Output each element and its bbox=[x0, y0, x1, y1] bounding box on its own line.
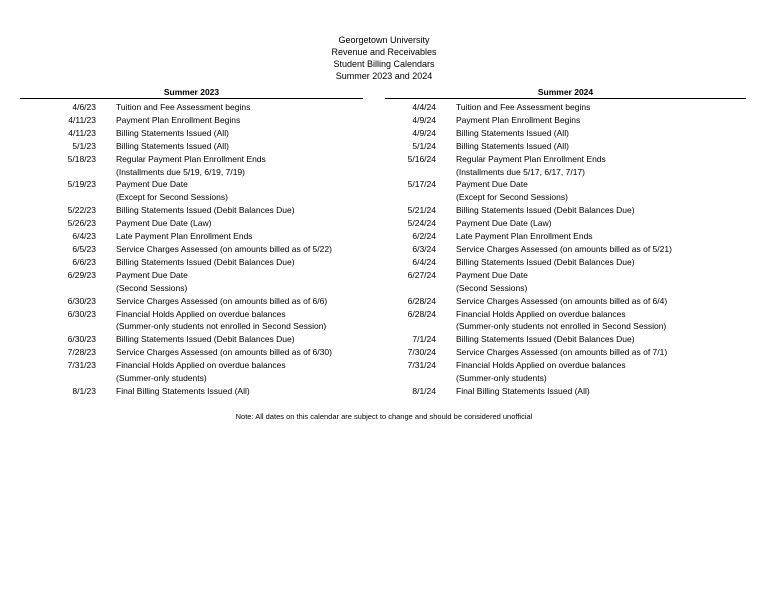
calendar-row bbox=[20, 243, 363, 256]
event-description bbox=[116, 308, 326, 334]
event-description bbox=[456, 101, 590, 114]
calendar-row bbox=[385, 178, 746, 204]
event-description-line: Late Payment Plan Enrollment Ends bbox=[456, 231, 593, 242]
calendar-row bbox=[385, 153, 746, 179]
event-description bbox=[116, 217, 211, 230]
document-header bbox=[0, 34, 768, 82]
event-description-line: Late Payment Plan Enrollment Ends bbox=[116, 231, 253, 242]
event-date: 4/4/24 bbox=[412, 102, 436, 112]
event-date: 6/5/23 bbox=[72, 243, 96, 254]
event-date: 5/22/23 bbox=[67, 205, 96, 216]
event-date: 5/1/24 bbox=[412, 140, 436, 151]
event-description-line: Payment Plan Enrollment Begins bbox=[456, 114, 581, 125]
event-description bbox=[456, 127, 569, 140]
event-description bbox=[456, 256, 635, 269]
event-date: 6/27/24 bbox=[407, 269, 436, 280]
event-description-line: Tuition and Fee Assessment begins bbox=[456, 102, 591, 112]
event-date: 6/30/23 bbox=[67, 334, 96, 345]
event-description-line: Billing Statements Issued (Debit Balances Due) bbox=[456, 205, 635, 216]
event-description-line: Billing Statements Issued (All) bbox=[116, 140, 229, 151]
calendar-row bbox=[20, 256, 363, 269]
event-date: 6/30/23 bbox=[67, 295, 96, 306]
event-description-line: (Installments due 5/19, 6/19, 7/19) bbox=[116, 166, 245, 177]
event-description bbox=[116, 140, 229, 153]
event-date: 4/6/23 bbox=[72, 102, 96, 112]
event-date: 7/1/24 bbox=[412, 334, 436, 345]
event-date: 8/1/23 bbox=[72, 385, 96, 396]
calendar-row bbox=[385, 127, 746, 140]
event-description-line: (Summer-only students not enrolled in Second Session) bbox=[116, 321, 327, 332]
event-description-line: Payment Due Date bbox=[456, 179, 528, 190]
calendar-row bbox=[385, 243, 746, 256]
event-description-line: Billing Statements Issued (Debit Balances Due) bbox=[456, 256, 635, 267]
event-date: 4/9/24 bbox=[412, 114, 436, 125]
event-date: 6/6/23 bbox=[72, 256, 96, 267]
header-title: Student Billing Calendars bbox=[333, 59, 435, 69]
event-description bbox=[116, 178, 228, 204]
event-description-line: (Installments due 5/17, 6/17, 7/17) bbox=[456, 166, 585, 177]
event-description-line: Service Charges Assessed (on amounts billed as of 6/6) bbox=[116, 295, 328, 306]
calendar-row bbox=[20, 140, 363, 153]
calendar-row bbox=[20, 333, 363, 346]
calendar-row bbox=[385, 308, 746, 334]
header-subtitle: Summer 2023 and 2024 bbox=[335, 71, 433, 81]
event-description bbox=[456, 204, 635, 217]
event-description-line: Service Charges Assessed (on amounts billed as of 6/30) bbox=[116, 347, 332, 358]
event-description bbox=[456, 178, 568, 204]
event-description-line: Financial Holds Applied on overdue balances bbox=[116, 308, 286, 319]
event-date: 5/24/24 bbox=[407, 218, 436, 229]
calendar-row bbox=[20, 217, 363, 230]
event-description-line: Payment Due Date (Law) bbox=[456, 218, 552, 229]
event-description-line: Service Charges Assessed (on amounts billed as of 6/4) bbox=[456, 295, 668, 306]
event-date: 5/17/24 bbox=[407, 179, 436, 190]
event-description-line: (Summer-only students) bbox=[456, 373, 547, 384]
calendar-row bbox=[385, 269, 746, 295]
event-description-line: Service Charges Assessed (on amounts billed as of 5/21) bbox=[456, 243, 672, 254]
calendar-row bbox=[20, 346, 363, 359]
calendar-row bbox=[385, 114, 746, 127]
event-description-line: (Second Sessions) bbox=[456, 282, 528, 293]
event-description bbox=[116, 204, 295, 217]
event-date: 6/28/24 bbox=[407, 308, 436, 319]
event-date: 5/1/23 bbox=[72, 140, 96, 151]
header-department: Revenue and Receivables bbox=[331, 47, 437, 57]
event-description bbox=[456, 243, 672, 256]
event-description-line: Billing Statements Issued (Debit Balances Due) bbox=[116, 256, 295, 267]
event-date: 6/29/23 bbox=[67, 269, 96, 280]
event-description bbox=[116, 153, 266, 179]
calendar-row bbox=[385, 385, 746, 398]
calendar-row bbox=[20, 114, 363, 127]
event-description-line: Billing Statements Issued (All) bbox=[456, 127, 569, 138]
event-date: 4/11/23 bbox=[68, 114, 96, 125]
event-date: 6/2/24 bbox=[412, 231, 436, 242]
calendar-row bbox=[385, 217, 746, 230]
calendar-row bbox=[20, 204, 363, 217]
event-description-line: Payment Due Date bbox=[456, 269, 528, 280]
event-description-line: Financial Holds Applied on overdue balances bbox=[456, 308, 626, 319]
event-description bbox=[456, 140, 569, 153]
event-date: 6/28/24 bbox=[407, 295, 436, 306]
calendar-row bbox=[20, 101, 363, 114]
event-description bbox=[116, 114, 240, 127]
calendar-column-2024 bbox=[385, 87, 746, 398]
event-description-line: Tuition and Fee Assessment begins bbox=[116, 102, 251, 112]
event-description-line: Billing Statements Issued (All) bbox=[456, 140, 569, 151]
calendar-row bbox=[20, 385, 363, 398]
event-date: 5/26/23 bbox=[67, 218, 96, 229]
event-description-line: (Summer-only students not enrolled in Second Session) bbox=[456, 321, 667, 332]
event-date: 6/30/23 bbox=[67, 308, 96, 319]
event-description-line: (Except for Second Sessions) bbox=[456, 192, 568, 203]
calendar-row bbox=[385, 101, 746, 114]
event-description bbox=[456, 308, 666, 334]
event-date: 6/4/24 bbox=[412, 256, 436, 267]
event-date: 7/30/24 bbox=[407, 347, 436, 358]
event-description bbox=[456, 269, 528, 295]
event-description-line: Billing Statements Issued (Debit Balances Due) bbox=[116, 334, 295, 345]
event-description bbox=[456, 295, 667, 308]
event-description bbox=[456, 385, 590, 398]
event-description bbox=[456, 114, 580, 127]
event-description bbox=[116, 127, 229, 140]
event-description-line: Final Billing Statements Issued (All) bbox=[456, 385, 590, 396]
event-description bbox=[456, 153, 606, 179]
event-description bbox=[456, 230, 593, 243]
event-description-line: Regular Payment Plan Enrollment Ends bbox=[456, 153, 606, 164]
event-description-line: (Except for Second Sessions) bbox=[116, 192, 228, 203]
event-date: 4/11/23 bbox=[68, 127, 96, 138]
event-date: 8/1/24 bbox=[412, 385, 436, 396]
calendar-row bbox=[20, 153, 363, 179]
event-date: 6/4/23 bbox=[72, 231, 96, 242]
calendar-row bbox=[385, 256, 746, 269]
calendar-row bbox=[385, 295, 746, 308]
event-date: 4/9/24 bbox=[412, 127, 436, 138]
calendar-row bbox=[20, 127, 363, 140]
event-description bbox=[456, 217, 551, 230]
event-description bbox=[116, 385, 250, 398]
column-title: Summer 2023 bbox=[20, 87, 363, 99]
event-description bbox=[116, 269, 188, 295]
event-date: 5/16/24 bbox=[407, 153, 436, 164]
event-description-line: (Second Sessions) bbox=[116, 282, 188, 293]
calendar-row bbox=[20, 269, 363, 295]
event-description-line: Payment Due Date (Law) bbox=[116, 218, 212, 229]
event-description-line: (Summer-only students) bbox=[116, 373, 207, 384]
event-description-line: Financial Holds Applied on overdue balances bbox=[116, 360, 286, 371]
event-description bbox=[456, 346, 667, 359]
calendar-row bbox=[385, 204, 746, 217]
calendar-row bbox=[20, 178, 363, 204]
event-date: 5/21/24 bbox=[407, 205, 436, 216]
event-description-line: Billing Statements Issued (Debit Balances Due) bbox=[456, 334, 635, 345]
event-description bbox=[456, 359, 626, 385]
event-description-line: Billing Statements Issued (Debit Balances Due) bbox=[116, 205, 295, 216]
calendar-row bbox=[385, 230, 746, 243]
event-description bbox=[116, 346, 332, 359]
event-description-line: Billing Statements Issued (All) bbox=[116, 127, 229, 138]
event-date: 5/19/23 bbox=[67, 179, 96, 190]
event-description bbox=[116, 333, 295, 346]
calendar-row bbox=[20, 230, 363, 243]
event-date: 7/31/24 bbox=[407, 360, 436, 371]
header-university: Georgetown University bbox=[338, 35, 430, 45]
calendar-row bbox=[385, 140, 746, 153]
event-date: 7/31/23 bbox=[67, 360, 96, 371]
event-description bbox=[116, 243, 332, 256]
event-description-line: Payment Due Date bbox=[116, 269, 188, 280]
calendar-column-2023 bbox=[20, 87, 363, 398]
event-description-line: Payment Due Date bbox=[116, 179, 188, 190]
event-description-line: Service Charges Assessed (on amounts billed as of 7/1) bbox=[456, 347, 668, 358]
calendar-row bbox=[20, 308, 363, 334]
disclaimer-note: Note: All dates on this calendar are subject to change and should be considered unofficial bbox=[235, 412, 533, 421]
event-date: 5/18/23 bbox=[67, 153, 96, 164]
event-description-line: Final Billing Statements Issued (All) bbox=[116, 385, 250, 396]
event-description bbox=[456, 333, 635, 346]
event-description bbox=[116, 230, 253, 243]
calendar-row bbox=[385, 359, 746, 385]
event-description bbox=[116, 256, 295, 269]
event-description bbox=[116, 101, 250, 114]
event-date: 6/3/24 bbox=[412, 243, 436, 254]
calendar-row bbox=[385, 333, 746, 346]
event-description bbox=[116, 295, 327, 308]
column-title: Summer 2024 bbox=[385, 87, 746, 99]
calendar-row bbox=[20, 359, 363, 385]
event-description-line: Financial Holds Applied on overdue balances bbox=[456, 360, 626, 371]
event-description-line: Regular Payment Plan Enrollment Ends bbox=[116, 153, 266, 164]
event-description-line: Payment Plan Enrollment Begins bbox=[116, 114, 241, 125]
event-date: 7/28/23 bbox=[67, 347, 96, 358]
calendar-row bbox=[20, 295, 363, 308]
calendar-rows bbox=[385, 101, 746, 398]
event-description-line: Service Charges Assessed (on amounts billed as of 5/22) bbox=[116, 243, 332, 254]
calendar-rows bbox=[20, 101, 363, 398]
event-description bbox=[116, 359, 286, 385]
calendar-row bbox=[385, 346, 746, 359]
